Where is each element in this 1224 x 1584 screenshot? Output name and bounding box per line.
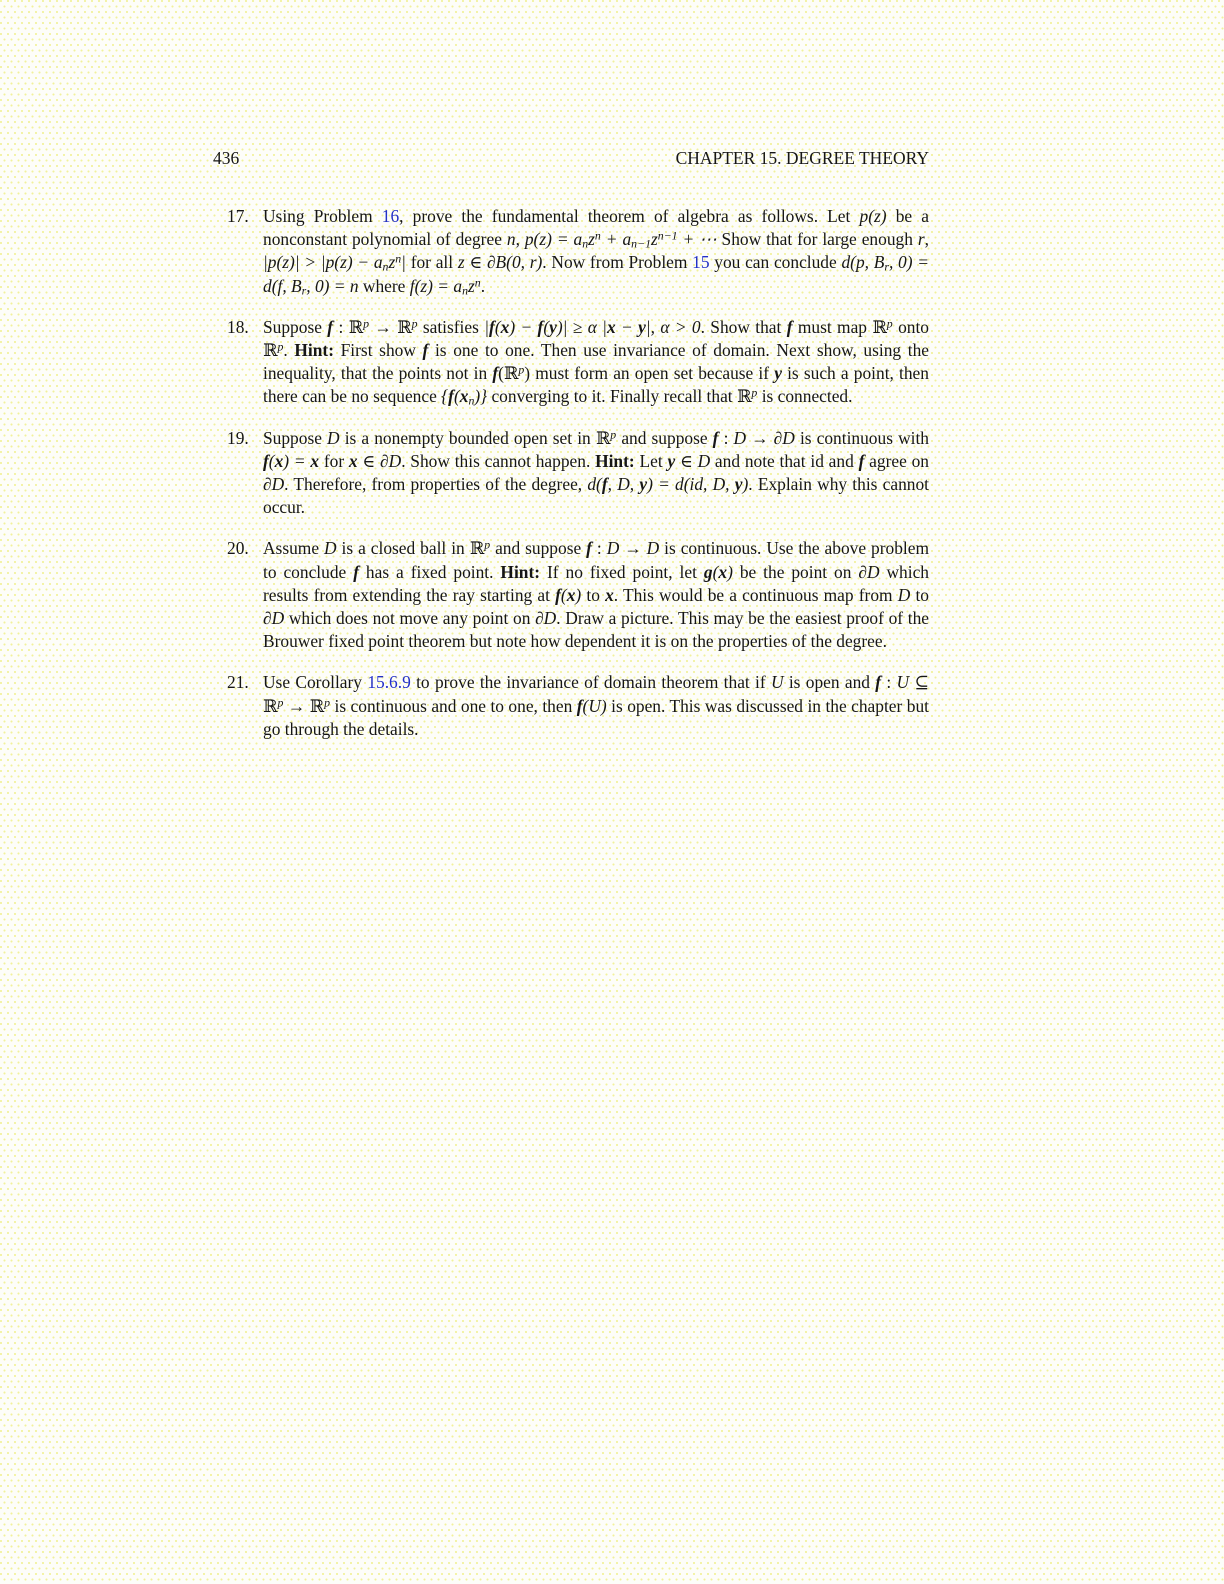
- text-segment: x: [566, 584, 576, 605]
- text-segment: D: [543, 608, 557, 629]
- text-segment: , 0) = n: [306, 275, 359, 296]
- text-segment: → ∂: [746, 427, 783, 448]
- text-segment: f(z) = a: [409, 275, 463, 296]
- text-segment: x: [500, 316, 510, 337]
- text-segment: f: [263, 450, 269, 471]
- text-segment: x: [310, 450, 320, 471]
- problem-text: [263, 206, 929, 296]
- text-segment: . Therefore, from properties of the degree,: [284, 474, 588, 495]
- text-segment: x: [348, 450, 358, 471]
- text-segment: p: [411, 316, 418, 331]
- problem-item-17: [213, 205, 929, 298]
- text-segment: n: [594, 228, 601, 243]
- text-segment: Hint:: [500, 561, 541, 582]
- text-segment: n−1: [657, 228, 678, 243]
- text-segment: Suppose: [263, 316, 328, 337]
- problem-number: 21.: [227, 672, 249, 693]
- text-segment: f: [858, 450, 865, 471]
- text-segment: y: [549, 316, 557, 337]
- problem-number: 20.: [227, 538, 249, 559]
- problem-number: 17.: [227, 206, 249, 226]
- problem-item-18: [213, 316, 929, 409]
- problem-text: [263, 317, 929, 407]
- text-segment: ) = d(id, D,: [647, 474, 735, 495]
- text-segment: be the point on ∂: [732, 561, 867, 582]
- text-segment: ): [575, 584, 582, 605]
- text-segment: D: [733, 427, 747, 448]
- text-segment: to: [581, 584, 606, 605]
- text-segment: D: [782, 427, 795, 448]
- text-segment: is connected.: [757, 386, 853, 407]
- text-segment: n: [382, 259, 389, 274]
- text-segment: p: [484, 538, 491, 553]
- text-segment: must map ℝ: [792, 316, 887, 337]
- text-segment: D: [388, 450, 402, 471]
- problem-number: 19.: [227, 427, 249, 448]
- text-segment: .: [480, 275, 486, 296]
- text-segment: :: [881, 672, 897, 693]
- text-segment: : ℝ: [333, 316, 364, 337]
- text-segment: , 0) = d(f, B: [263, 252, 930, 296]
- text-segment: D: [271, 608, 285, 629]
- text-segment: U: [770, 672, 784, 693]
- text-segment: f: [875, 672, 882, 693]
- text-segment: (: [560, 584, 567, 605]
- text-segment: →: [619, 538, 647, 559]
- text-segment: is continuous. Use the above problem to conclude: [263, 538, 930, 582]
- text-segment: |: [401, 252, 406, 273]
- text-segment: satisfies: [417, 316, 485, 337]
- text-segment: {: [441, 386, 449, 407]
- text-segment: be a nonconstant polynomial of degree: [263, 206, 929, 250]
- text-segment: f: [712, 427, 719, 448]
- page-header: [213, 148, 929, 169]
- text-segment: f: [555, 584, 561, 605]
- text-segment: p: [751, 386, 758, 401]
- text-segment: Hint:: [595, 450, 635, 471]
- text-segment: ): [742, 474, 749, 495]
- text-segment: which does not move any point on ∂: [284, 608, 544, 629]
- text-segment: Suppose: [263, 427, 328, 448]
- text-segment: f: [353, 561, 359, 582]
- text-segment: is a nonempty bounded open set in ℝ: [339, 427, 611, 448]
- text-segment: for all: [405, 252, 458, 273]
- problem-list: [213, 205, 929, 741]
- text-segment: f: [576, 695, 583, 716]
- text-segment: where: [358, 275, 410, 296]
- text-segment: you can conclude: [709, 252, 842, 273]
- text-segment: Show that for large enough: [721, 229, 918, 250]
- text-segment: ⊆ ℝ: [263, 672, 929, 716]
- text-segment: D: [697, 450, 711, 471]
- text-segment: x: [459, 386, 469, 407]
- page-number: 436: [213, 148, 240, 168]
- text-segment: p: [324, 695, 331, 710]
- text-segment: + a: [600, 229, 632, 250]
- text-segment: (ℝ: [498, 363, 519, 384]
- text-segment: . Show this cannot happen.: [401, 450, 596, 471]
- text-segment: f: [448, 386, 454, 407]
- text-segment: g: [703, 561, 713, 582]
- text-segment: Hint:: [294, 340, 334, 361]
- chapter-running-head: CHAPTER 15. DEGREE THEORY: [675, 148, 929, 168]
- problem-text: [263, 672, 929, 738]
- text-segment: n: [582, 236, 589, 251]
- text-segment: p: [610, 427, 617, 442]
- text-segment: is one to one. Then use invariance of domain. Next show, using the inequality, that the points not in: [263, 340, 930, 384]
- text-segment: ) =: [283, 450, 311, 471]
- text-segment: p(z): [859, 206, 887, 226]
- text-segment: (: [268, 450, 275, 471]
- text-segment: ∈ ∂: [357, 450, 389, 471]
- text-segment: d(: [587, 474, 602, 495]
- text-segment: p: [518, 362, 525, 377]
- text-segment: p: [886, 316, 893, 331]
- problem-text: [263, 538, 929, 651]
- text-segment: . This would be a continuous map from: [613, 584, 898, 605]
- text-segment: D: [606, 538, 620, 559]
- page-content: [213, 148, 929, 759]
- text-segment: −: [615, 316, 639, 337]
- text-segment: is open. This was discussed in the chapter but go through the details.: [263, 695, 929, 739]
- text-segment: z: [388, 252, 396, 273]
- text-segment: , D,: [607, 474, 640, 495]
- text-segment: y: [639, 474, 648, 495]
- text-segment: x: [606, 316, 616, 337]
- text-segment: → ℝ: [283, 695, 325, 716]
- text-segment: n: [462, 282, 468, 297]
- problem-item-21: [213, 671, 929, 741]
- text-segment: r: [884, 259, 889, 274]
- text-segment: f: [492, 363, 499, 384]
- text-segment: d(p, B: [841, 252, 885, 273]
- text-segment: , prove the fundamental theorem of algebra as follows. Let: [399, 206, 860, 226]
- text-segment: and note that id and: [710, 450, 859, 471]
- text-segment: ) −: [509, 316, 538, 337]
- text-segment: D: [866, 561, 880, 582]
- text-segment: f: [327, 316, 334, 337]
- text-segment: n: [506, 229, 516, 250]
- text-segment: f: [786, 316, 793, 337]
- text-segment: n: [468, 393, 475, 408]
- text-segment: n: [474, 275, 481, 290]
- text-segment: D: [897, 584, 911, 605]
- text-segment: D: [271, 474, 285, 495]
- text-segment: to ∂: [263, 584, 929, 629]
- text-segment: which results from extending the ray starting at: [263, 561, 929, 605]
- text-segment: First show: [334, 340, 423, 361]
- text-segment: p: [277, 339, 284, 354]
- problem-item-19: [213, 427, 929, 520]
- text-segment: ,: [515, 229, 525, 250]
- text-segment: for: [319, 450, 349, 471]
- text-segment: (: [494, 316, 501, 337]
- text-segment: . Draw a picture. This may be the easiest proof of the Brouwer fixed point theorem but note how dependent it is on the properties of the degree.: [263, 608, 929, 652]
- text-segment: D: [327, 427, 340, 448]
- text-segment: n: [395, 252, 402, 267]
- text-segment: U: [896, 672, 910, 693]
- text-segment: .: [283, 340, 295, 361]
- text-segment: )| ≥ α |: [556, 316, 607, 337]
- text-segment: ∈: [675, 450, 698, 471]
- text-segment: is such a point, then there can be no sequence: [263, 363, 929, 407]
- text-segment: onto ℝ: [263, 316, 929, 361]
- text-segment: (: [582, 695, 589, 716]
- text-segment: p: [277, 695, 284, 710]
- text-segment: y: [638, 316, 646, 337]
- text-segment: (: [543, 316, 550, 337]
- text-segment: ): [600, 695, 607, 716]
- problem-text: [263, 428, 929, 518]
- text-segment: (: [453, 386, 460, 407]
- text-segment: :: [591, 538, 607, 559]
- text-segment: z: [467, 275, 475, 296]
- text-segment: p(z) = a: [524, 229, 583, 250]
- cross-reference-link[interactable]: 15.6.9: [367, 672, 411, 693]
- text-segment: y: [667, 450, 676, 471]
- text-segment: )}: [474, 386, 488, 407]
- problem-number: 18.: [227, 316, 249, 337]
- text-segment: U: [588, 695, 601, 716]
- text-segment: and suppose: [616, 427, 713, 448]
- text-segment: f: [537, 316, 544, 337]
- text-segment: f: [586, 538, 592, 559]
- text-segment: |: [484, 316, 490, 337]
- cross-reference-link[interactable]: 15: [692, 252, 710, 273]
- text-segment: ) must form an open set because if: [524, 363, 775, 384]
- text-segment: r: [301, 282, 307, 297]
- text-segment: . Now from Problem: [542, 252, 693, 273]
- text-segment: is continuous with: [794, 427, 929, 448]
- text-segment: ,: [924, 229, 929, 250]
- text-segment: |, α > 0: [645, 316, 701, 337]
- text-segment: If no fixed point, let: [540, 561, 704, 582]
- text-segment: y: [774, 363, 782, 384]
- text-segment: Use Corollary: [263, 672, 368, 693]
- text-segment: n−1: [631, 236, 651, 251]
- problem-item-20: [213, 537, 929, 653]
- text-segment: → ℝ: [369, 316, 412, 337]
- text-segment: is a closed ball in ℝ: [336, 538, 485, 559]
- text-segment: z: [588, 229, 595, 250]
- text-segment: D: [324, 538, 337, 559]
- text-segment: + ⋯: [677, 229, 722, 250]
- text-segment: f: [422, 340, 429, 361]
- text-segment: y: [734, 474, 743, 495]
- text-segment: Using Problem: [263, 206, 382, 226]
- text-segment: r: [917, 229, 925, 250]
- text-segment: ): [727, 561, 733, 582]
- text-segment: agree on ∂: [263, 450, 929, 495]
- text-segment: f: [601, 474, 608, 495]
- text-segment: z: [650, 229, 658, 250]
- text-segment: is continuous and one to one, then: [330, 695, 577, 716]
- text-segment: p: [363, 316, 370, 331]
- text-segment: z ∈ ∂B(0, r): [457, 252, 543, 273]
- text-segment: converging to it. Finally recall that ℝ: [487, 386, 752, 407]
- text-segment: x: [274, 450, 284, 471]
- text-segment: x: [718, 561, 728, 582]
- text-segment: is open and: [783, 672, 876, 693]
- text-segment: x: [605, 584, 614, 605]
- text-segment: Assume: [263, 538, 325, 559]
- text-segment: |p(z)| > |p(z) − a: [263, 252, 383, 273]
- text-segment: to prove the invariance of domain theorem that if: [410, 672, 771, 693]
- cross-reference-link[interactable]: 16: [381, 206, 400, 226]
- text-segment: f: [489, 316, 495, 337]
- text-segment: . Show that: [700, 316, 787, 337]
- text-segment: (: [712, 561, 719, 582]
- text-segment: D: [646, 538, 660, 559]
- text-segment: . Explain why this cannot occur.: [263, 474, 929, 518]
- text-segment: and suppose: [490, 538, 587, 559]
- text-segment: :: [718, 427, 734, 448]
- text-segment: has a fixed point.: [358, 561, 501, 582]
- text-segment: Let: [634, 450, 668, 471]
